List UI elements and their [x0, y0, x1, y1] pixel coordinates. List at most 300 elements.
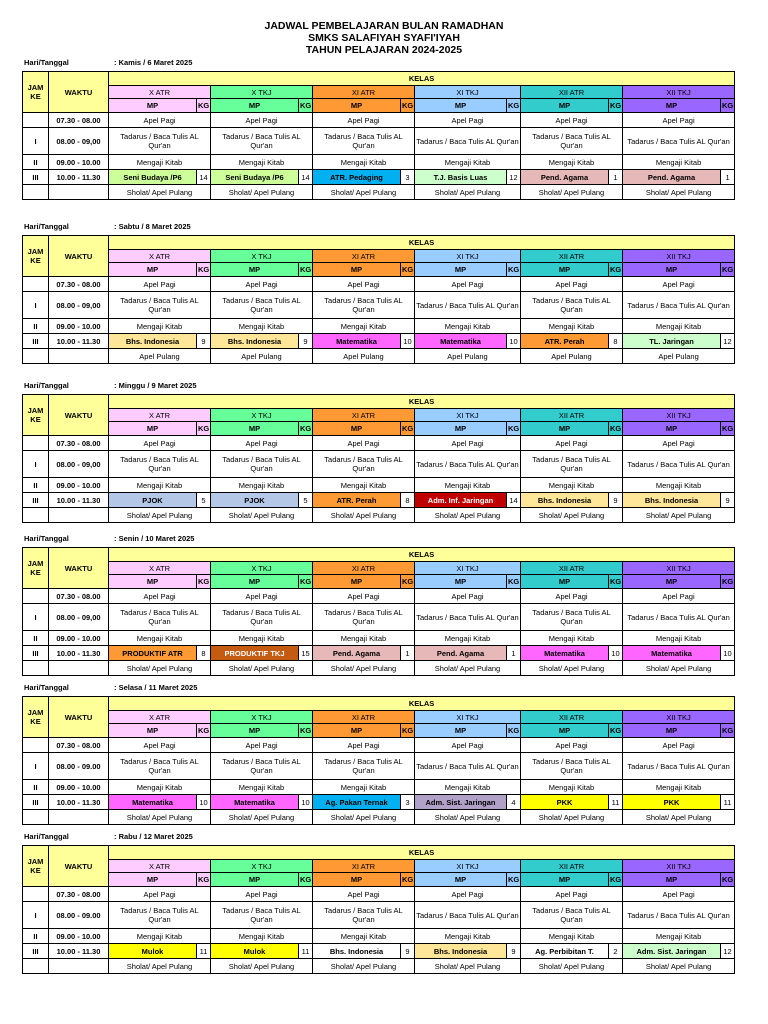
class-header: X ATR — [109, 86, 211, 99]
subject-cell: Apel Pagi — [109, 113, 211, 128]
subject-cell: Sholat/ Apel Pulang — [211, 661, 313, 676]
waktu-cell: 09.00 - 10.00 — [49, 155, 109, 170]
jam-cell — [23, 277, 49, 292]
kelas-header: KELAS — [109, 395, 735, 409]
mp-header: MP — [623, 99, 721, 113]
class-header: XI TKJ — [415, 250, 521, 263]
kg-cell: 12 — [721, 944, 735, 959]
subject-cell: Adm. Sist. Jaringan — [415, 795, 507, 810]
class-header: X TKJ — [211, 562, 313, 575]
kg-header: KG — [721, 422, 735, 436]
kg-cell: 2 — [609, 944, 623, 959]
waktu-cell: 09.00 - 10.00 — [49, 319, 109, 334]
subject-cell: Apel Pagi — [521, 113, 623, 128]
kg-header: KG — [507, 422, 521, 436]
kg-header: KG — [299, 422, 313, 436]
class-header: XII ATR — [521, 562, 623, 575]
waktu-cell — [49, 349, 109, 364]
subject-cell: Sholat/ Apel Pulang — [521, 661, 623, 676]
schedule-row — [23, 959, 735, 974]
kg-cell: 8 — [401, 493, 415, 508]
kg-cell: 15 — [299, 646, 313, 661]
jam-cell: II — [23, 319, 49, 334]
jam-cell — [23, 810, 49, 825]
subject-cell: Sholat/ Apel Pulang — [415, 810, 521, 825]
class-header: XI TKJ — [415, 86, 521, 99]
subject-cell: Mengaji Kitab — [109, 478, 211, 493]
kg-cell: 14 — [507, 493, 521, 508]
mp-header: MP — [313, 99, 401, 113]
kelas-header: KELAS — [109, 236, 735, 250]
day-header — [22, 58, 734, 69]
class-header: XI ATR — [313, 250, 415, 263]
subject-cell: Apel Pagi — [415, 738, 521, 753]
schedule-row — [23, 155, 735, 170]
subject-cell: Pend. Agama — [415, 646, 507, 661]
mp-header: MP — [623, 263, 721, 277]
subject-cell: Apel Pagi — [521, 589, 623, 604]
jam-ke-header: JAM KE — [23, 697, 49, 738]
kg-cell: 3 — [401, 170, 415, 185]
schedule-row — [23, 478, 735, 493]
subject-cell: Mengaji Kitab — [415, 478, 521, 493]
subject-cell: Sholat/ Apel Pulang — [313, 508, 415, 523]
day-date: : Kamis / 6 Maret 2025 — [114, 58, 193, 67]
subject-cell: Mengaji Kitab — [313, 631, 415, 646]
subject-cell: Matematika — [623, 646, 721, 661]
subject-cell: Mengaji Kitab — [211, 155, 313, 170]
mp-header: MP — [623, 873, 721, 887]
class-header: X TKJ — [211, 250, 313, 263]
hari-tanggal-label: Hari/Tanggal — [24, 58, 69, 67]
subject-cell: Apel Pagi — [415, 277, 521, 292]
schedule-row — [23, 436, 735, 451]
class-header: XII ATR — [521, 711, 623, 724]
schedule-row — [23, 810, 735, 825]
day-block — [22, 832, 734, 974]
subject-cell: Tadarus / Baca Tulis AL Qur'an — [109, 753, 211, 780]
subject-cell: Sholat/ Apel Pulang — [109, 661, 211, 676]
subject-cell: PKK — [623, 795, 721, 810]
mp-header: MP — [521, 422, 609, 436]
waktu-cell: 09.00 - 10.00 — [49, 929, 109, 944]
kelas-header: KELAS — [109, 697, 735, 711]
subject-cell: Bhs. Indonesia — [211, 334, 299, 349]
mp-header: MP — [415, 263, 507, 277]
kelas-header: KELAS — [109, 846, 735, 860]
mp-header: MP — [211, 99, 299, 113]
kg-cell: 1 — [507, 646, 521, 661]
day-block — [22, 58, 734, 200]
subject-cell: Mengaji Kitab — [313, 780, 415, 795]
jam-cell: II — [23, 631, 49, 646]
class-header: XI ATR — [313, 711, 415, 724]
kg-cell: 10 — [507, 334, 521, 349]
subject-cell: Sholat/ Apel Pulang — [109, 810, 211, 825]
mp-header: MP — [109, 263, 197, 277]
subject-cell: Bhs. Indonesia — [313, 944, 401, 959]
subject-cell: Tadarus / Baca Tulis AL Qur'an — [313, 604, 415, 631]
subject-cell: Apel Pagi — [521, 887, 623, 902]
subject-cell: Apel Pagi — [313, 738, 415, 753]
schedule-row — [23, 738, 735, 753]
class-header: XI ATR — [313, 562, 415, 575]
subject-cell: Mengaji Kitab — [623, 319, 735, 334]
waktu-cell: 10.00 - 11.30 — [49, 170, 109, 185]
class-header: XII TKJ — [623, 860, 735, 873]
schedule-table — [22, 547, 735, 676]
schedule-row — [23, 508, 735, 523]
mp-header: MP — [109, 575, 197, 589]
kg-header: KG — [721, 575, 735, 589]
class-header: X ATR — [109, 562, 211, 575]
subject-cell: Mengaji Kitab — [211, 631, 313, 646]
subject-cell: Tadarus / Baca Tulis AL Qur'an — [313, 292, 415, 319]
subject-cell: Apel Pagi — [415, 436, 521, 451]
subject-cell: Apel Pagi — [521, 436, 623, 451]
jam-cell — [23, 113, 49, 128]
subject-cell: Mengaji Kitab — [521, 319, 623, 334]
mp-header: MP — [109, 422, 197, 436]
subject-cell: Bhs. Indonesia — [415, 944, 507, 959]
class-header: XII ATR — [521, 860, 623, 873]
subject-cell: Matematika — [313, 334, 401, 349]
waktu-cell: 08.00 - 09.00 — [49, 753, 109, 780]
kg-header: KG — [609, 99, 623, 113]
kg-cell: 10 — [401, 334, 415, 349]
class-header: X TKJ — [211, 86, 313, 99]
subject-cell: Mengaji Kitab — [211, 780, 313, 795]
schedule-row — [23, 795, 735, 810]
subject-cell: Mengaji Kitab — [109, 631, 211, 646]
subject-cell: PJOK — [211, 493, 299, 508]
kg-header: KG — [721, 873, 735, 887]
subject-cell: Seni Budaya /P6 — [109, 170, 197, 185]
kg-cell: 10 — [721, 646, 735, 661]
kelas-header: KELAS — [109, 72, 735, 86]
subject-cell: Tadarus / Baca Tulis AL Qur'an — [415, 292, 521, 319]
subject-cell: Tadarus / Baca Tulis AL Qur'an — [415, 902, 521, 929]
subject-cell: Tadarus / Baca Tulis AL Qur'an — [313, 753, 415, 780]
kg-header: KG — [507, 873, 521, 887]
schedule-row — [23, 944, 735, 959]
subject-cell: PJOK — [109, 493, 197, 508]
subject-cell: Tadarus / Baca Tulis AL Qur'an — [521, 292, 623, 319]
schedule-row — [23, 128, 735, 155]
jam-ke-header: JAM KE — [23, 846, 49, 887]
class-header: X ATR — [109, 409, 211, 422]
subject-cell: Sholat/ Apel Pulang — [415, 508, 521, 523]
subject-cell: Apel Pagi — [415, 113, 521, 128]
kg-header: KG — [197, 724, 211, 738]
hari-tanggal-label: Hari/Tanggal — [24, 222, 69, 231]
kg-header: KG — [609, 422, 623, 436]
jam-cell — [23, 959, 49, 974]
subject-cell: Sholat/ Apel Pulang — [313, 959, 415, 974]
schedule-table — [22, 235, 735, 364]
subject-cell: Apel Pagi — [211, 738, 313, 753]
schedule-row — [23, 753, 735, 780]
schedule-row — [23, 902, 735, 929]
subject-cell: Tadarus / Baca Tulis AL Qur'an — [211, 604, 313, 631]
subject-cell: Apel Pagi — [109, 277, 211, 292]
subject-cell: Mengaji Kitab — [623, 929, 735, 944]
subject-cell: Mulok — [109, 944, 197, 959]
class-header: XI TKJ — [415, 860, 521, 873]
kg-cell: 12 — [721, 334, 735, 349]
waktu-cell: 08.00 - 09,00 — [49, 604, 109, 631]
subject-cell: Mengaji Kitab — [521, 155, 623, 170]
class-header: XII ATR — [521, 250, 623, 263]
subject-cell: Tadarus / Baca Tulis AL Qur'an — [521, 753, 623, 780]
jam-cell: III — [23, 795, 49, 810]
waktu-cell: 10.00 - 11.30 — [49, 944, 109, 959]
subject-cell: Mengaji Kitab — [521, 631, 623, 646]
waktu-cell: 08.00 - 09,00 — [49, 451, 109, 478]
hari-tanggal-label: Hari/Tanggal — [24, 683, 69, 692]
subject-cell: Pend. Agama — [521, 170, 609, 185]
schedule-row — [23, 929, 735, 944]
waktu-cell — [49, 959, 109, 974]
subject-cell: Tadarus / Baca Tulis AL Qur'an — [415, 604, 521, 631]
subject-cell: Mengaji Kitab — [109, 155, 211, 170]
day-date: : Rabu / 12 Maret 2025 — [114, 832, 193, 841]
subject-cell: Sholat/ Apel Pulang — [313, 810, 415, 825]
schedule-row — [23, 631, 735, 646]
schedule-row — [23, 170, 735, 185]
subject-cell: Sholat/ Apel Pulang — [415, 185, 521, 200]
title-line: TAHUN PELAJARAN 2024-2025 — [305, 44, 463, 56]
jam-cell: II — [23, 155, 49, 170]
document-title — [0, 20, 768, 56]
mp-header: MP — [521, 99, 609, 113]
subject-cell: Apel Pagi — [211, 436, 313, 451]
day-header — [22, 534, 734, 545]
subject-cell: Sholat/ Apel Pulang — [623, 661, 735, 676]
subject-cell: Mengaji Kitab — [415, 155, 521, 170]
subject-cell: Mengaji Kitab — [313, 155, 415, 170]
subject-cell: Sholat/ Apel Pulang — [313, 661, 415, 676]
subject-cell: Mengaji Kitab — [109, 319, 211, 334]
subject-cell: Pend. Agama — [313, 646, 401, 661]
subject-cell: Sholat/ Apel Pulang — [109, 508, 211, 523]
subject-cell: Apel Pagi — [109, 887, 211, 902]
class-header: XI ATR — [313, 86, 415, 99]
jam-cell: I — [23, 451, 49, 478]
subject-cell: Apel Pagi — [313, 887, 415, 902]
hari-tanggal-label: Hari/Tanggal — [24, 832, 69, 841]
subject-cell: Mengaji Kitab — [521, 929, 623, 944]
waktu-header: WAKTU — [49, 72, 109, 113]
subject-cell: Mengaji Kitab — [521, 780, 623, 795]
day-date: : Selasa / 11 Maret 2025 — [114, 683, 198, 692]
subject-cell: Apel Pagi — [521, 738, 623, 753]
mp-header: MP — [415, 422, 507, 436]
jam-cell: II — [23, 929, 49, 944]
subject-cell: Tadarus / Baca Tulis AL Qur'an — [623, 753, 735, 780]
subject-cell: Bhs. Indonesia — [521, 493, 609, 508]
subject-cell: Matematika — [521, 646, 609, 661]
subject-cell: Apel Pagi — [623, 436, 735, 451]
class-header: XII ATR — [521, 409, 623, 422]
subject-cell: Apel Pagi — [415, 887, 521, 902]
kg-header: KG — [197, 263, 211, 277]
subject-cell: Apel Pagi — [211, 113, 313, 128]
subject-cell: Apel Pagi — [313, 589, 415, 604]
subject-cell: Tadarus / Baca Tulis AL Qur'an — [313, 902, 415, 929]
subject-cell: Mengaji Kitab — [313, 478, 415, 493]
class-header: XI ATR — [313, 860, 415, 873]
kg-header: KG — [721, 724, 735, 738]
mp-header: MP — [521, 724, 609, 738]
subject-cell: Ag. Pakan Ternak — [313, 795, 401, 810]
schedule-row — [23, 277, 735, 292]
kg-cell: 9 — [401, 944, 415, 959]
schedule-row — [23, 589, 735, 604]
jam-cell — [23, 508, 49, 523]
jam-cell: I — [23, 292, 49, 319]
subject-cell: Sholat/ Apel Pulang — [211, 185, 313, 200]
subject-cell: Tadarus / Baca Tulis AL Qur'an — [623, 604, 735, 631]
subject-cell: Mengaji Kitab — [109, 929, 211, 944]
kg-cell: 3 — [401, 795, 415, 810]
subject-cell: Sholat/ Apel Pulang — [521, 185, 623, 200]
title-line: SMKS SALAFIYAH SYAFI'IYAH — [308, 32, 460, 44]
subject-cell: Sholat/ Apel Pulang — [623, 508, 735, 523]
kg-cell: 9 — [609, 493, 623, 508]
kg-header: KG — [299, 99, 313, 113]
waktu-cell — [49, 661, 109, 676]
schedule-row — [23, 349, 735, 364]
kg-cell: 1 — [721, 170, 735, 185]
waktu-cell: 08.00 - 09,00 — [49, 292, 109, 319]
mp-header: MP — [109, 724, 197, 738]
kg-header: KG — [609, 575, 623, 589]
kg-cell: 14 — [299, 170, 313, 185]
subject-cell: Tadarus / Baca Tulis AL Qur'an — [521, 451, 623, 478]
kg-header: KG — [721, 99, 735, 113]
jam-cell — [23, 185, 49, 200]
schedule-row — [23, 780, 735, 795]
subject-cell: Tadarus / Baca Tulis AL Qur'an — [521, 902, 623, 929]
subject-cell: Apel Pulang — [211, 349, 313, 364]
kg-header: KG — [299, 263, 313, 277]
waktu-cell: 08.00 - 09.00 — [49, 902, 109, 929]
subject-cell: Tadarus / Baca Tulis AL Qur'an — [211, 902, 313, 929]
class-header: XII TKJ — [623, 86, 735, 99]
waktu-cell: 07.30 - 08.00 — [49, 277, 109, 292]
mp-header: MP — [415, 873, 507, 887]
subject-cell: Mengaji Kitab — [415, 780, 521, 795]
jam-cell: I — [23, 128, 49, 155]
mp-header: MP — [109, 99, 197, 113]
subject-cell: Sholat/ Apel Pulang — [623, 810, 735, 825]
subject-cell: Sholat/ Apel Pulang — [415, 959, 521, 974]
class-header: XII TKJ — [623, 711, 735, 724]
subject-cell: Apel Pagi — [623, 589, 735, 604]
kg-header: KG — [609, 873, 623, 887]
subject-cell: Apel Pagi — [109, 589, 211, 604]
mp-header: MP — [521, 575, 609, 589]
waktu-header: WAKTU — [49, 697, 109, 738]
kg-header: KG — [721, 263, 735, 277]
jam-cell — [23, 349, 49, 364]
jam-cell: I — [23, 604, 49, 631]
subject-cell: Sholat/ Apel Pulang — [313, 185, 415, 200]
kg-header: KG — [299, 575, 313, 589]
kg-cell: 5 — [299, 493, 313, 508]
subject-cell: Tadarus / Baca Tulis AL Qur'an — [623, 451, 735, 478]
mp-header: MP — [623, 422, 721, 436]
subject-cell: Tadarus / Baca Tulis AL Qur'an — [415, 451, 521, 478]
waktu-cell: 10.00 - 11.30 — [49, 334, 109, 349]
subject-cell: Sholat/ Apel Pulang — [211, 508, 313, 523]
subject-cell: Tadarus / Baca Tulis AL Qur'an — [313, 451, 415, 478]
subject-cell: Matematika — [211, 795, 299, 810]
subject-cell: Apel Pagi — [211, 589, 313, 604]
subject-cell: Apel Pagi — [623, 887, 735, 902]
subject-cell: T.J. Basis Luas — [415, 170, 507, 185]
kg-header: KG — [197, 422, 211, 436]
mp-header: MP — [623, 575, 721, 589]
waktu-cell: 10.00 - 11.30 — [49, 646, 109, 661]
hari-tanggal-label: Hari/Tanggal — [24, 381, 69, 390]
mp-header: MP — [109, 873, 197, 887]
jam-cell — [23, 436, 49, 451]
jam-cell: III — [23, 646, 49, 661]
subject-cell: Seni Budaya /P6 — [211, 170, 299, 185]
subject-cell: Apel Pulang — [313, 349, 415, 364]
class-header: XI TKJ — [415, 711, 521, 724]
kg-cell: 14 — [197, 170, 211, 185]
subject-cell: Apel Pagi — [313, 277, 415, 292]
subject-cell: Apel Pagi — [211, 887, 313, 902]
schedule-row — [23, 292, 735, 319]
subject-cell: Tadarus / Baca Tulis AL Qur'an — [521, 128, 623, 155]
jam-cell — [23, 589, 49, 604]
schedule-row — [23, 185, 735, 200]
mp-header: MP — [415, 99, 507, 113]
day-date: : Senin / 10 Maret 2025 — [114, 534, 195, 543]
class-header: XI TKJ — [415, 562, 521, 575]
kg-header: KG — [401, 724, 415, 738]
kg-cell: 1 — [609, 170, 623, 185]
subject-cell: Apel Pagi — [623, 113, 735, 128]
kg-header: KG — [609, 724, 623, 738]
class-header: X TKJ — [211, 860, 313, 873]
waktu-cell: 10.00 - 11.30 — [49, 795, 109, 810]
subject-cell: PRODUKTIF TKJ — [211, 646, 299, 661]
subject-cell: Sholat/ Apel Pulang — [109, 959, 211, 974]
kelas-header: KELAS — [109, 548, 735, 562]
subject-cell: Tadarus / Baca Tulis AL Qur'an — [109, 451, 211, 478]
waktu-cell: 09.00 - 10.00 — [49, 478, 109, 493]
subject-cell: Mengaji Kitab — [623, 631, 735, 646]
mp-header: MP — [415, 724, 507, 738]
schedule-table — [22, 696, 735, 825]
jam-ke-header: JAM KE — [23, 236, 49, 277]
class-header: XII TKJ — [623, 409, 735, 422]
kg-cell: 10 — [609, 646, 623, 661]
kg-cell: 9 — [299, 334, 313, 349]
jam-cell: III — [23, 170, 49, 185]
jam-ke-header: JAM KE — [23, 72, 49, 113]
day-date: : Sabtu / 8 Maret 2025 — [114, 222, 191, 231]
class-header: X ATR — [109, 860, 211, 873]
schedule-row — [23, 604, 735, 631]
subject-cell: Mengaji Kitab — [211, 478, 313, 493]
schedule-row — [23, 646, 735, 661]
